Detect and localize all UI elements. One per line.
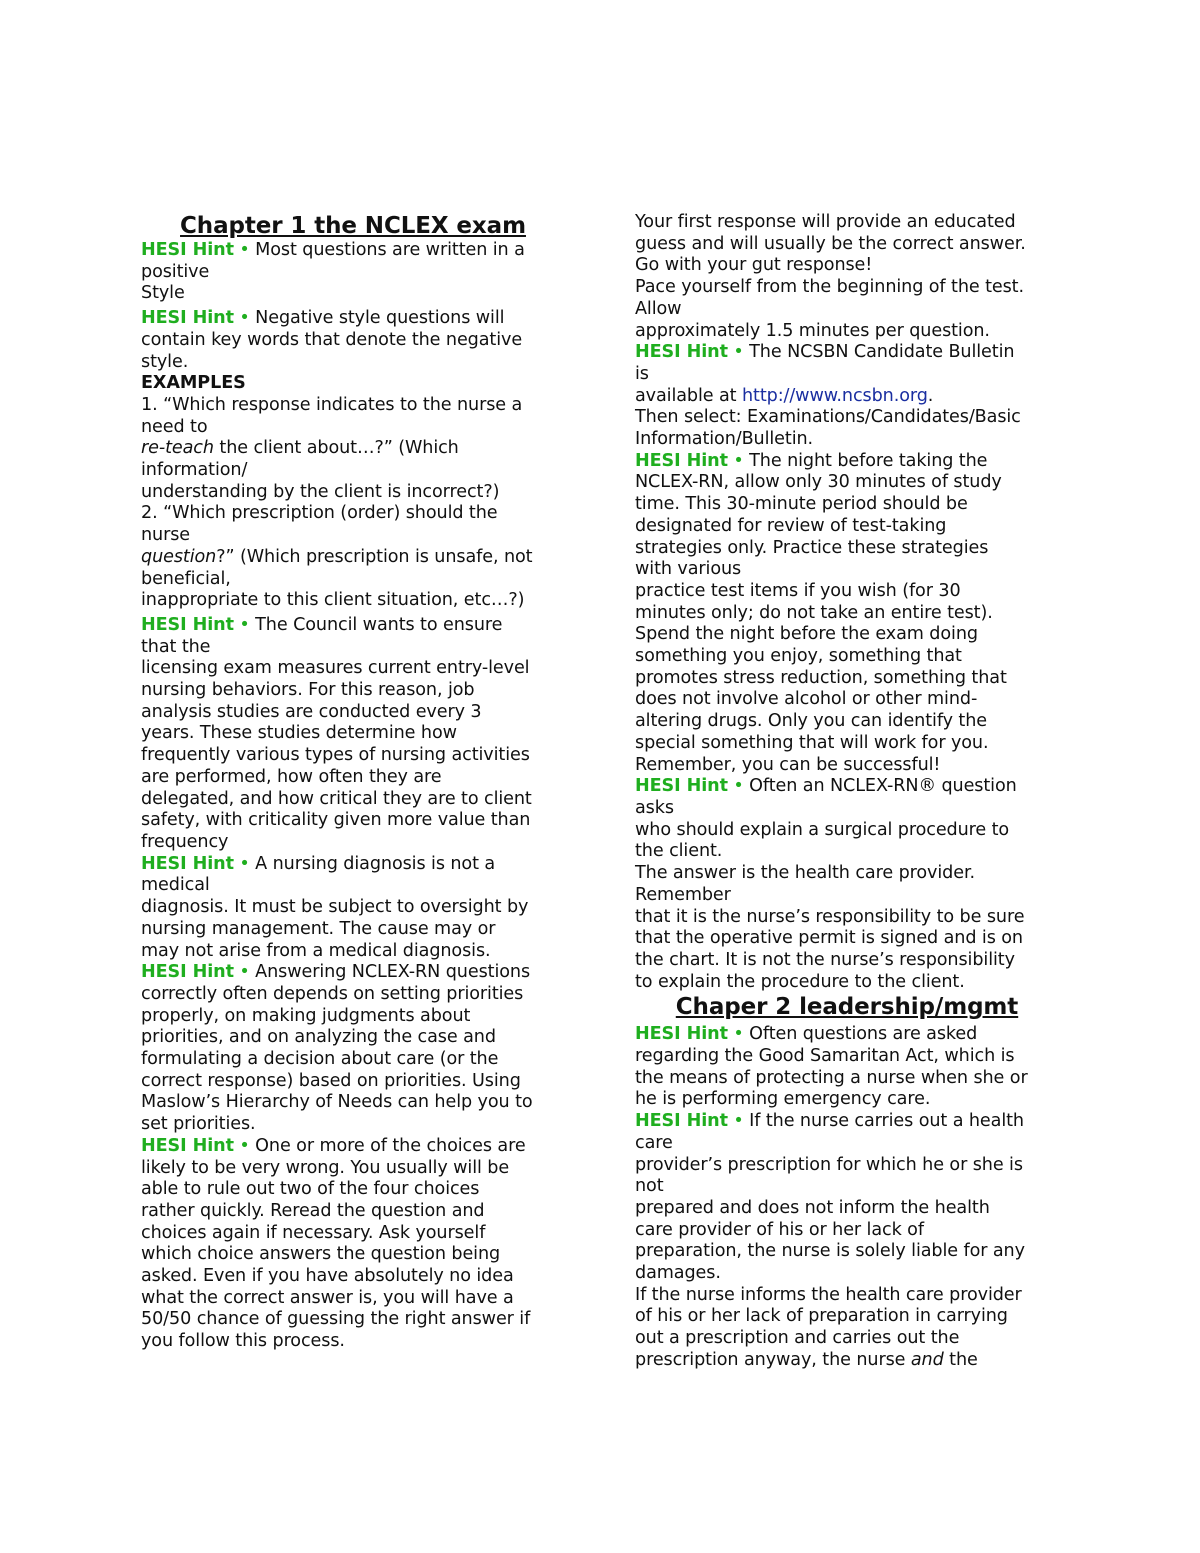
bullet-icon: • — [239, 853, 250, 874]
hint-3 — [141, 615, 565, 854]
bullet-icon: • — [239, 240, 250, 260]
text-line: Go with your gut response! — [635, 255, 873, 276]
text-line: correct response) based on priorities. Using — [141, 1070, 521, 1091]
text-line: need to — [141, 416, 208, 437]
text-line: delegated, and how critical they are to client — [141, 788, 532, 809]
text-line — [141, 547, 565, 569]
text-segment: the client about…?” (Which — [213, 438, 459, 459]
text-segment: A nursing diagnosis is not a — [249, 853, 496, 874]
bullet-icon: • — [733, 776, 744, 797]
text-line — [141, 615, 565, 637]
text-line: prepared and does not inform the health — [635, 1197, 990, 1218]
hint-label: HESI Hint — [635, 1111, 728, 1132]
text-segment: available at — [635, 385, 742, 406]
text-line: choices again if necessary. Ask yourself — [141, 1222, 486, 1243]
text-line: properly, on making judgments about — [141, 1005, 471, 1026]
text-line: nursing management. The cause may or — [141, 918, 496, 939]
bullet-icon: • — [733, 1024, 744, 1045]
text-line: special something that will work for you. — [635, 732, 989, 753]
text-line: of his or her lack of preparation in carrying — [635, 1306, 1008, 1327]
text-line: preparation, the nurse is solely liable for any — [635, 1241, 1025, 1262]
text-line: Pace yourself from the beginning of the test. — [635, 277, 1024, 298]
text-line: that the operative permit is signed and is on — [635, 928, 1023, 949]
text-segment: Often an NCLEX-RN® question — [743, 776, 1017, 797]
hint-1 — [141, 240, 565, 305]
text-line: something you enjoy, something that — [635, 646, 962, 667]
text-line: correctly often depends on setting priorities — [141, 983, 524, 1004]
text-line: diagnosis. It must be subject to oversight by — [141, 897, 529, 918]
text-line: what the correct answer is, you will have a — [141, 1287, 514, 1308]
hint-10 — [635, 1024, 1059, 1111]
text-line: the chart. It is not the nurse’s responsibility — [635, 949, 1015, 970]
text-line — [141, 240, 565, 262]
text-line — [635, 386, 1059, 408]
text-line — [141, 854, 565, 876]
text-line — [635, 1111, 1059, 1133]
ncsbn-link[interactable]: http://www.ncsbn.org — [741, 385, 928, 406]
text-line: frequency — [141, 831, 229, 852]
text-line: 1. “Which response indicates to the nurse a — [141, 394, 523, 415]
text-line — [635, 776, 1059, 798]
hint-6 — [141, 1136, 565, 1353]
text-line: able to rule out two of the four choices — [141, 1179, 480, 1200]
text-line — [141, 308, 565, 330]
text-line — [635, 451, 1059, 473]
hint-4 — [141, 854, 565, 963]
text-line: guess and will usually be the correct answer. — [635, 233, 1026, 254]
bullet-icon: • — [239, 614, 250, 635]
hint-label: HESI Hint — [635, 776, 728, 797]
hint-label: HESI Hint — [635, 450, 728, 471]
hint-label: HESI Hint — [141, 614, 234, 635]
text-segment: ?” (Which prescription is unsafe, not — [216, 546, 533, 567]
text-line: Then select: Examinations/Candidates/Basic — [635, 407, 1021, 428]
text-line: 50/50 chance of guessing the right answer if — [141, 1309, 531, 1330]
chapter-2-heading: Chaper 2 leadership/mgmt — [675, 994, 1019, 1021]
text-line: are performed, how often they are — [141, 766, 442, 787]
chapter-1-heading: Chapter 1 the NCLEX exam — [180, 213, 526, 239]
text-line: out a prescription and carries out the — [635, 1328, 960, 1349]
hint-8 — [635, 451, 1059, 777]
text-line: NCLEX-RN, allow only 30 minutes of study — [635, 472, 1002, 493]
text-line: Allow — [635, 298, 682, 319]
hint-label: HESI Hint — [141, 853, 234, 874]
text-segment: . — [927, 385, 934, 406]
examples-label: EXAMPLES — [141, 373, 246, 394]
example-1 — [141, 395, 565, 504]
text-line: which choice answers the question being — [141, 1244, 501, 1265]
text-line: provider’s prescription for which he or she is — [635, 1154, 1023, 1175]
hint-label: HESI Hint — [141, 308, 234, 329]
text-line: with various — [635, 559, 742, 580]
text-line: safety, with criticality given more value than — [141, 810, 531, 831]
text-line: priorities, and on analyzing the case and — [141, 1027, 496, 1048]
text-segment: question — [141, 546, 217, 567]
text-line: not — [635, 1176, 664, 1197]
text-line: is — [635, 363, 649, 384]
text-line: rather quickly. Reread the question and — [141, 1200, 485, 1221]
text-line: who should explain a surgical procedure to — [635, 819, 1010, 840]
text-line: information/ — [141, 460, 248, 481]
text-line: Your first response will provide an educated — [635, 212, 1016, 232]
text-segment: prescription anyway, the nurse — [635, 1349, 911, 1370]
hint-label: HESI Hint — [141, 1135, 234, 1156]
left-column — [141, 212, 565, 1353]
text-line: style. — [141, 351, 189, 372]
text-segment: The Council wants to ensure — [249, 614, 503, 635]
intro-paragraph — [635, 212, 1059, 342]
text-line: Spend the night before the exam doing — [635, 624, 978, 645]
text-line: If the nurse informs the health care provider — [635, 1284, 1022, 1305]
text-line: The answer is the health care provider. — [635, 863, 975, 884]
hint-11 — [635, 1111, 1059, 1371]
text-line: altering drugs. Only you can identify the — [635, 711, 987, 732]
text-line: care — [635, 1132, 673, 1153]
text-line: that it is the nurse’s responsibility to be sure — [635, 906, 1025, 927]
hint-label: HESI Hint — [141, 240, 234, 260]
text-line: 2. “Which prescription (order) should the — [141, 503, 498, 524]
text-line: he is performing emergency care. — [635, 1089, 931, 1110]
text-line: minutes only; do not take an entire test). — [635, 602, 993, 623]
hint-label: HESI Hint — [141, 962, 234, 983]
text-line: to explain the procedure to the client. — [635, 971, 965, 992]
text-line: Remember, you can be successful! — [635, 754, 941, 775]
example-2 — [141, 503, 565, 612]
hint-2 — [141, 308, 565, 373]
text-line: damages. — [635, 1263, 721, 1284]
text-line: that the — [141, 636, 211, 657]
text-line — [635, 1350, 1059, 1372]
text-line: Maslow’s Hierarchy of Needs can help you to — [141, 1092, 533, 1113]
text-line: Style — [141, 283, 185, 304]
text-segment: Answering NCLEX-RN questions — [249, 962, 531, 983]
text-line: practice test items if you wish (for 30 — [635, 580, 961, 601]
text-line: years. These studies determine how — [141, 723, 457, 744]
text-segment: the — [943, 1349, 978, 1370]
text-segment: re-teach — [141, 438, 214, 459]
hint-5 — [141, 962, 565, 1136]
text-line: inappropriate to this client situation, etc…?) — [141, 590, 525, 611]
hint-7 — [635, 342, 1059, 451]
hint-label: HESI Hint — [635, 1024, 728, 1045]
right-column — [635, 212, 1059, 1372]
text-line: analysis studies are conducted every 3 — [141, 701, 482, 722]
text-line: you follow this process. — [141, 1331, 345, 1352]
text-line: asked. Even if you have absolutely no idea — [141, 1266, 514, 1287]
text-line: nursing behaviors. For this reason, job — [141, 680, 475, 701]
text-line: approximately 1.5 minutes per question. — [635, 320, 990, 341]
text-line — [141, 962, 565, 984]
text-line — [141, 1136, 565, 1158]
text-line: Information/Bulletin. — [635, 429, 814, 450]
text-line — [141, 438, 565, 460]
text-line: positive — [141, 261, 210, 282]
text-line: licensing exam measures current entry-level — [141, 658, 530, 679]
hint-label: HESI Hint — [635, 342, 728, 363]
text-line: formulating a decision about care (or the — [141, 1049, 499, 1070]
text-line: the client. — [635, 841, 723, 862]
text-line — [635, 342, 1059, 364]
text-line: understanding by the client is incorrect?) — [141, 481, 500, 502]
text-line: contain key words that denote the negative — [141, 329, 523, 350]
text-line: care provider of his or her lack of — [635, 1219, 924, 1240]
text-line: beneficial, — [141, 568, 231, 589]
bullet-icon: • — [733, 342, 744, 363]
text-line: nurse — [141, 525, 191, 546]
text-line: time. This 30-minute period should be — [635, 494, 968, 515]
text-segment: The night before taking the — [743, 450, 988, 471]
text-line: medical — [141, 875, 210, 896]
bullet-icon: • — [733, 1111, 744, 1132]
text-line: likely to be very wrong. You usually will be — [141, 1157, 510, 1178]
text-segment: One or more of the choices are — [249, 1135, 526, 1156]
text-line: may not arise from a medical diagnosis. — [141, 940, 491, 961]
text-segment: The NCSBN Candidate Bulletin — [743, 342, 1015, 363]
text-segment: Often questions are asked — [743, 1024, 978, 1045]
text-line: designated for review of test-taking — [635, 515, 947, 536]
text-line: does not involve alcohol or other mind- — [635, 689, 978, 710]
text-segment: and — [910, 1349, 944, 1370]
text-line: promotes stress reduction, something that — [635, 667, 1007, 688]
text-segment: If the nurse carries out a health — [743, 1111, 1024, 1132]
text-line: strategies only. Practice these strategies — [635, 537, 989, 558]
hint-9 — [635, 776, 1059, 993]
bullet-icon: • — [239, 308, 250, 329]
text-segment: Negative style questions will — [249, 308, 505, 329]
text-segment: Most questions are written in a — [249, 240, 525, 260]
text-line: asks — [635, 797, 674, 818]
text-line: set priorities. — [141, 1114, 256, 1135]
bullet-icon: • — [733, 450, 744, 471]
text-line — [635, 1024, 1059, 1046]
text-line: frequently various types of nursing activities — [141, 745, 530, 766]
text-line: the means of protecting a nurse when she or — [635, 1067, 1028, 1088]
bullet-icon: • — [239, 1135, 250, 1156]
text-line: regarding the Good Samaritan Act, which is — [635, 1046, 1015, 1067]
bullet-icon: • — [239, 962, 250, 983]
text-line: Remember — [635, 884, 731, 905]
